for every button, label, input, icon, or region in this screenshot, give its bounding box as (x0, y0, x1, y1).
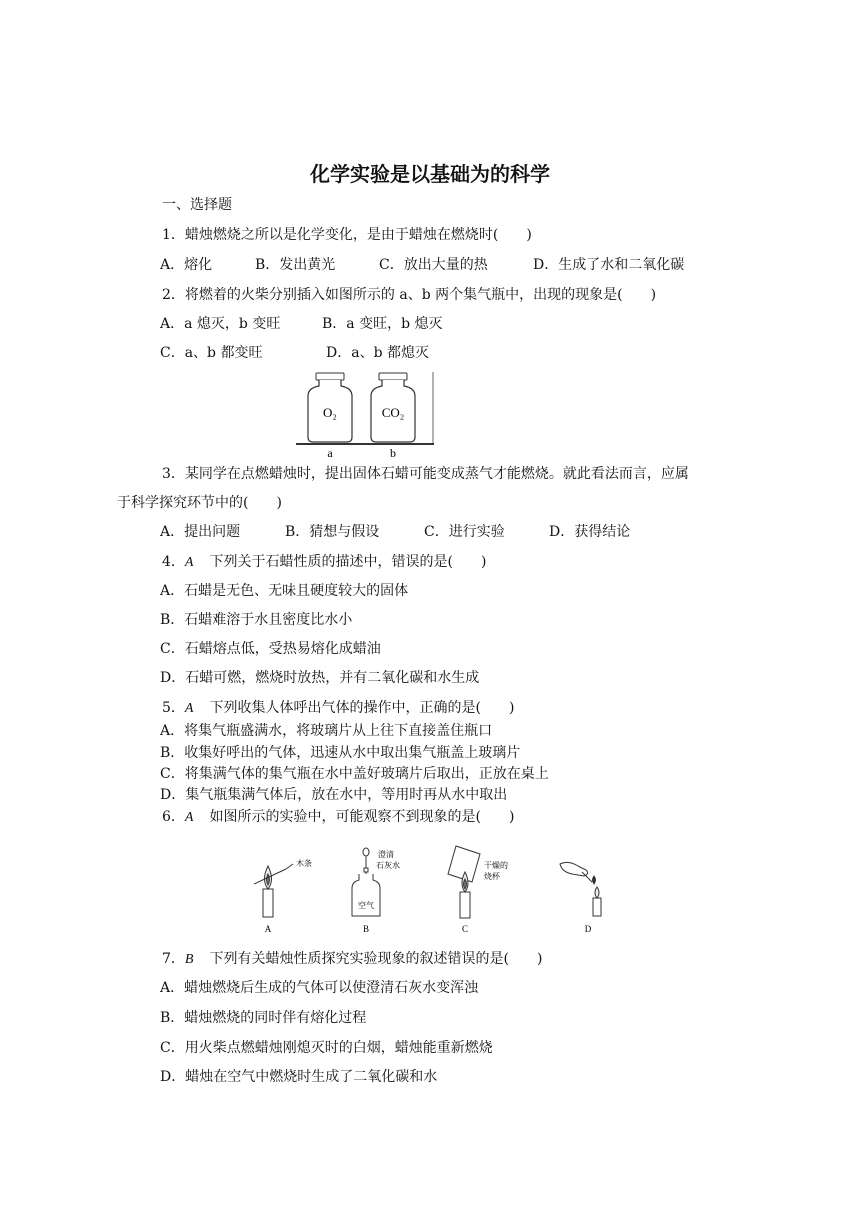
q6-number: 6． (162, 809, 185, 825)
q6-stem: 如图所示的实验中，可能观察不到现象的是( ) (209, 809, 515, 825)
q5-stem-row (162, 699, 514, 718)
q1-option-b: B．发出黄光 (255, 257, 336, 273)
q1-option-a: A．熔化 (160, 257, 213, 273)
q1-option-d: D．生成了水和二氧化碳 (533, 257, 685, 273)
q6-stem-row (162, 808, 514, 827)
note-beaker-1: 干燥的 (484, 861, 508, 870)
candle-beaker-icon (448, 846, 480, 918)
q2-option-a: A．a 熄灭，b 变旺 (160, 316, 281, 332)
label-b: B (362, 924, 370, 934)
q2-stem: 2．将燃着的火柴分别插入如图所示的 a、b 两个集气瓶中，出现的现象是( ) (162, 287, 657, 303)
q4-tag: A (184, 555, 194, 570)
bottle-b-gas: CO₂ (381, 405, 405, 420)
q7-option-c: C．用火柴点燃蜡烛刚熄灭时的白烟，蜡烛能重新燃烧 (160, 1040, 493, 1056)
q7-option-a: A．蜡烛燃烧后生成的气体可以使澄清石灰水变浑浊 (160, 980, 479, 996)
q5-stem: 下列收集人体呼出气体的操作中，正确的是( ) (209, 700, 515, 716)
section-heading: 一、选择题 (162, 197, 232, 213)
q5-option-c: C．将集满气体的集气瓶在水中盖好玻璃片后取出，正放在桌上 (160, 766, 549, 782)
q4-option-d: D．石蜡可燃，燃烧时放热，并有二氧化碳和水生成 (160, 670, 480, 686)
candle-wood-icon (254, 864, 293, 917)
label-a: A (264, 924, 272, 934)
hand-candle-icon (560, 862, 601, 916)
bottle-a-label: a (327, 446, 333, 460)
q7-number: 7． (162, 951, 185, 967)
q7-option-d: D．蜡烛在空气中燃烧时生成了二氧化碳和水 (160, 1069, 438, 1085)
q4-option-c: C．石蜡熔点低，受热易熔化成蜡油 (160, 641, 381, 657)
q1-stem: 1．蜡烛燃烧之所以是化学变化，是由于蜡烛在燃烧时( ) (162, 227, 532, 243)
bottle-b-label: b (390, 446, 396, 460)
q4-stem-row (162, 553, 486, 572)
q3-option-b: B．猜想与假设 (285, 524, 380, 540)
q2-gas-bottles-figure (294, 370, 436, 460)
q3-option-c: C．进行实验 (424, 524, 505, 540)
note-lime-2: 石灰水 (376, 861, 400, 870)
q2-option-d: D．a、b 都熄灭 (326, 345, 429, 361)
q4-stem: 下列关于石蜡性质的描述中，错误的是( ) (209, 554, 487, 570)
q7-stem: 下列有关蜡烛性质探究实验现象的叙述错误的是( ) (209, 951, 543, 967)
q5-option-a: A．将集气瓶盛满水，将玻璃片从上往下直接盖住瓶口 (160, 723, 493, 739)
q5-option-d: D．集气瓶集满气体后，放在水中，等用时再从水中取出 (160, 787, 508, 803)
q4-number: 4． (162, 554, 185, 570)
note-lime-1: 澄清 (378, 850, 394, 859)
q3-option-d: D．获得结论 (549, 524, 631, 540)
q7-stem-row (162, 950, 542, 969)
q4-option-a: A．石蜡是无色、无味且硬度较大的固体 (160, 583, 409, 599)
q7-tag: B (184, 952, 194, 967)
q3-stem-line1: 3．某同学在点燃蜡烛时，提出固体石蜡可能变成蒸气才能燃烧。就此看法而言，应属 (162, 466, 689, 482)
q5-number: 5． (162, 700, 185, 716)
q2-option-b: B．a 变旺，b 熄灭 (322, 316, 443, 332)
bottle-a-gas: O₂ (323, 405, 337, 420)
label-d: D (584, 924, 592, 934)
label-c: C (461, 924, 469, 934)
note-wood: 木条 (296, 859, 312, 868)
page-title: 化学实验是以基础为的科学 (310, 162, 550, 186)
q7-option-b: B．蜡烛燃烧的同时伴有熔化过程 (160, 1010, 367, 1026)
note-beaker-2: 烧杯 (484, 872, 500, 881)
note-air: 空气 (358, 901, 374, 910)
q5-tag: A (184, 701, 194, 716)
q6-tag: A (184, 810, 194, 825)
q1-option-c: C．放出大量的热 (379, 257, 488, 273)
q3-stem-line2: 于科学探究环节中的( ) (117, 495, 282, 511)
q6-experiments-figure (248, 842, 618, 938)
q4-option-b: B．石蜡难溶于水且密度比水小 (160, 612, 353, 628)
q5-option-b: B．收集好呼出的气体，迅速从水中取出集气瓶盖上玻璃片 (160, 745, 521, 761)
q3-option-a: A．提出问题 (160, 524, 241, 540)
q2-option-c: C．a、b 都变旺 (160, 345, 263, 361)
